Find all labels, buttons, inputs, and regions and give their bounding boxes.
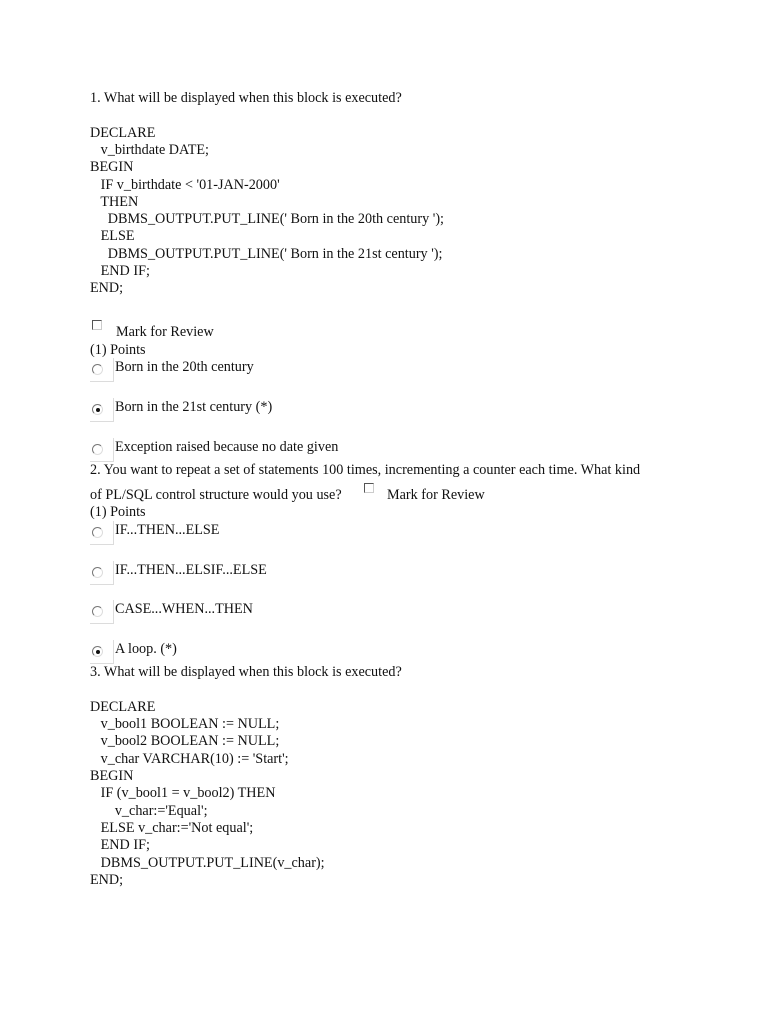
answer-option-label: IF...THEN...ELSE <box>115 522 220 538</box>
answer-option-label: CASE...WHEN...THEN <box>115 601 253 617</box>
code-line: ELSE v_char:='Not equal'; <box>90 820 254 836</box>
question-1-prompt: 1. What will be displayed when this block is executed? <box>90 90 402 106</box>
answer-radio-selected[interactable] <box>90 398 114 422</box>
answer-radio[interactable] <box>90 358 114 382</box>
question-3-prompt: 3. What will be displayed when this block is executed? <box>90 664 402 680</box>
mark-for-review-label: Mark for Review <box>116 324 214 340</box>
question-2-prompt-line: 2. You want to repeat a set of statements 100 times, incrementing a counter each time. What kind <box>90 462 641 478</box>
code-line: DECLARE <box>90 699 156 715</box>
code-line: END IF; <box>90 263 150 279</box>
answer-option-label: IF...THEN...ELSIF...ELSE <box>115 562 267 578</box>
code-line: END; <box>90 872 124 888</box>
code-line: IF (v_bool1 = v_bool2) THEN <box>90 785 276 801</box>
code-line: v_bool2 BOOLEAN := NULL; <box>90 733 280 749</box>
code-line: DBMS_OUTPUT.PUT_LINE(v_char); <box>90 855 325 871</box>
answer-option-label: Exception raised because no date given <box>115 439 339 455</box>
code-line: DBMS_OUTPUT.PUT_LINE(' Born in the 21st century '); <box>90 246 443 262</box>
answer-option-label: Born in the 21st century (*) <box>115 399 273 415</box>
answer-radio[interactable] <box>90 521 114 545</box>
answer-option-label: Born in the 20th century <box>115 359 254 375</box>
question-2-prompt-line: of PL/SQL control structure would you use? <box>90 487 342 503</box>
code-line: END; <box>90 280 124 296</box>
code-line: v_char VARCHAR(10) := 'Start'; <box>90 751 289 767</box>
answer-radio[interactable] <box>90 600 114 624</box>
code-line: v_char:='Equal'; <box>90 803 208 819</box>
code-line: ELSE <box>90 228 135 244</box>
mark-for-review-label: Mark for Review <box>387 487 485 503</box>
answer-radio[interactable] <box>90 438 114 462</box>
mark-for-review-checkbox[interactable] <box>92 320 102 330</box>
code-line: IF v_birthdate < '01-JAN-2000' <box>90 177 280 193</box>
code-line: BEGIN <box>90 159 134 175</box>
code-line: THEN <box>90 194 139 210</box>
mark-for-review-checkbox[interactable] <box>364 483 374 493</box>
answer-radio[interactable] <box>90 561 114 585</box>
code-line: DECLARE <box>90 125 156 141</box>
code-line: END IF; <box>90 837 150 853</box>
answer-option-label: A loop. (*) <box>115 641 177 657</box>
code-line: v_bool1 BOOLEAN := NULL; <box>90 716 280 732</box>
points-label: (1) Points <box>90 342 146 358</box>
code-line: BEGIN <box>90 768 134 784</box>
code-line: v_birthdate DATE; <box>90 142 209 158</box>
answer-radio-selected[interactable] <box>90 640 114 664</box>
points-label: (1) Points <box>90 504 146 520</box>
code-line: DBMS_OUTPUT.PUT_LINE(' Born in the 20th century '); <box>90 211 444 227</box>
